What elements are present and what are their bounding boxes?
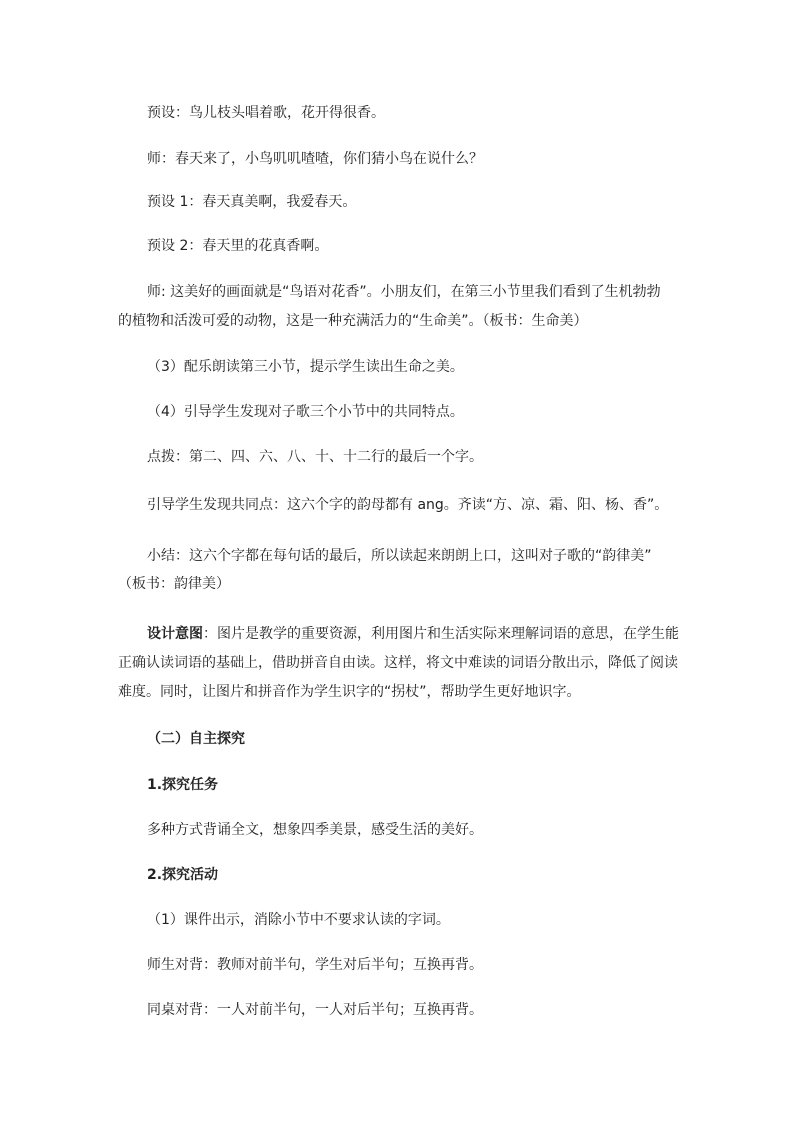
design-intent-text: ：图片是教学的重要资源，利用图片和生活实际来理解词语的意思，在学生能: [203, 626, 679, 642]
common-point: 引导学生发现共同点：这六个字的韵母都有 ang。齐读“方、凉、霜、阳、杨、香”。: [147, 497, 669, 513]
preset-2: 预设 2：春天里的花真香啊。: [147, 238, 329, 254]
step-3: （3）配乐朗读第三小节，提示学生读出生命之美。: [147, 359, 464, 375]
step-4: （4）引导学生发现对子歌三个小节中的共同特点。: [147, 404, 464, 420]
activity-1: （1）课件出示，消除小节中不要求认读的字词。: [147, 912, 450, 928]
activity-3: 同桌对背：一人对前半句，一人对后半句；互换再背。: [147, 1002, 483, 1018]
design-intent-line3: 难度。同时，让图片和拼音作为学生识字的“拐杖”，帮助学生更好地识字。: [118, 684, 581, 700]
task-title: 1.探究任务: [147, 777, 219, 793]
preset-1: 预设 1：春天真美啊，我爱春天。: [147, 194, 357, 210]
activity-2: 师生对背：教师对前半句，学生对后半句；互换再背。: [147, 957, 483, 973]
teacher-question: 师：春天来了，小鸟叽叽喳喳，你们猜小鸟在说什么？: [147, 151, 483, 167]
design-intent-line2: 正确认读词语的基础上，借助拼音自由读。这样，将文中难读的词语分散出示，降低了阅读: [118, 655, 678, 671]
summary-line1: 小结：这六个字都在每句话的最后，所以读起来朗朗上口，这叫对子歌的“韵律美”: [147, 548, 652, 564]
design-intent-label: 设计意图: [147, 626, 203, 642]
task-text: 多种方式背诵全文，想象四季美景，感受生活的美好。: [147, 822, 483, 838]
design-intent-line1: [147, 620, 679, 648]
hint: 点拨：第二、四、六、八、十、十二行的最后一个字。: [147, 449, 483, 465]
teacher-summary-line1: 师: 这美好的画面就是“鸟语对花香”。小朋友们，在第三小节里我们看到了生机勃勃: [147, 284, 661, 300]
teacher-summary-line2: 的植物和活泼可爱的动物，这是一种充满活力的“生命美”。（板书：生命美）: [118, 313, 588, 329]
preset-line: 预设：鸟儿枝头唱着歌，花开得很香。: [147, 105, 385, 121]
summary-line2: （板书：韵律美）: [118, 576, 230, 592]
section-heading: （二）自主探究: [147, 731, 245, 747]
activity-title: 2.探究活动: [147, 867, 219, 883]
